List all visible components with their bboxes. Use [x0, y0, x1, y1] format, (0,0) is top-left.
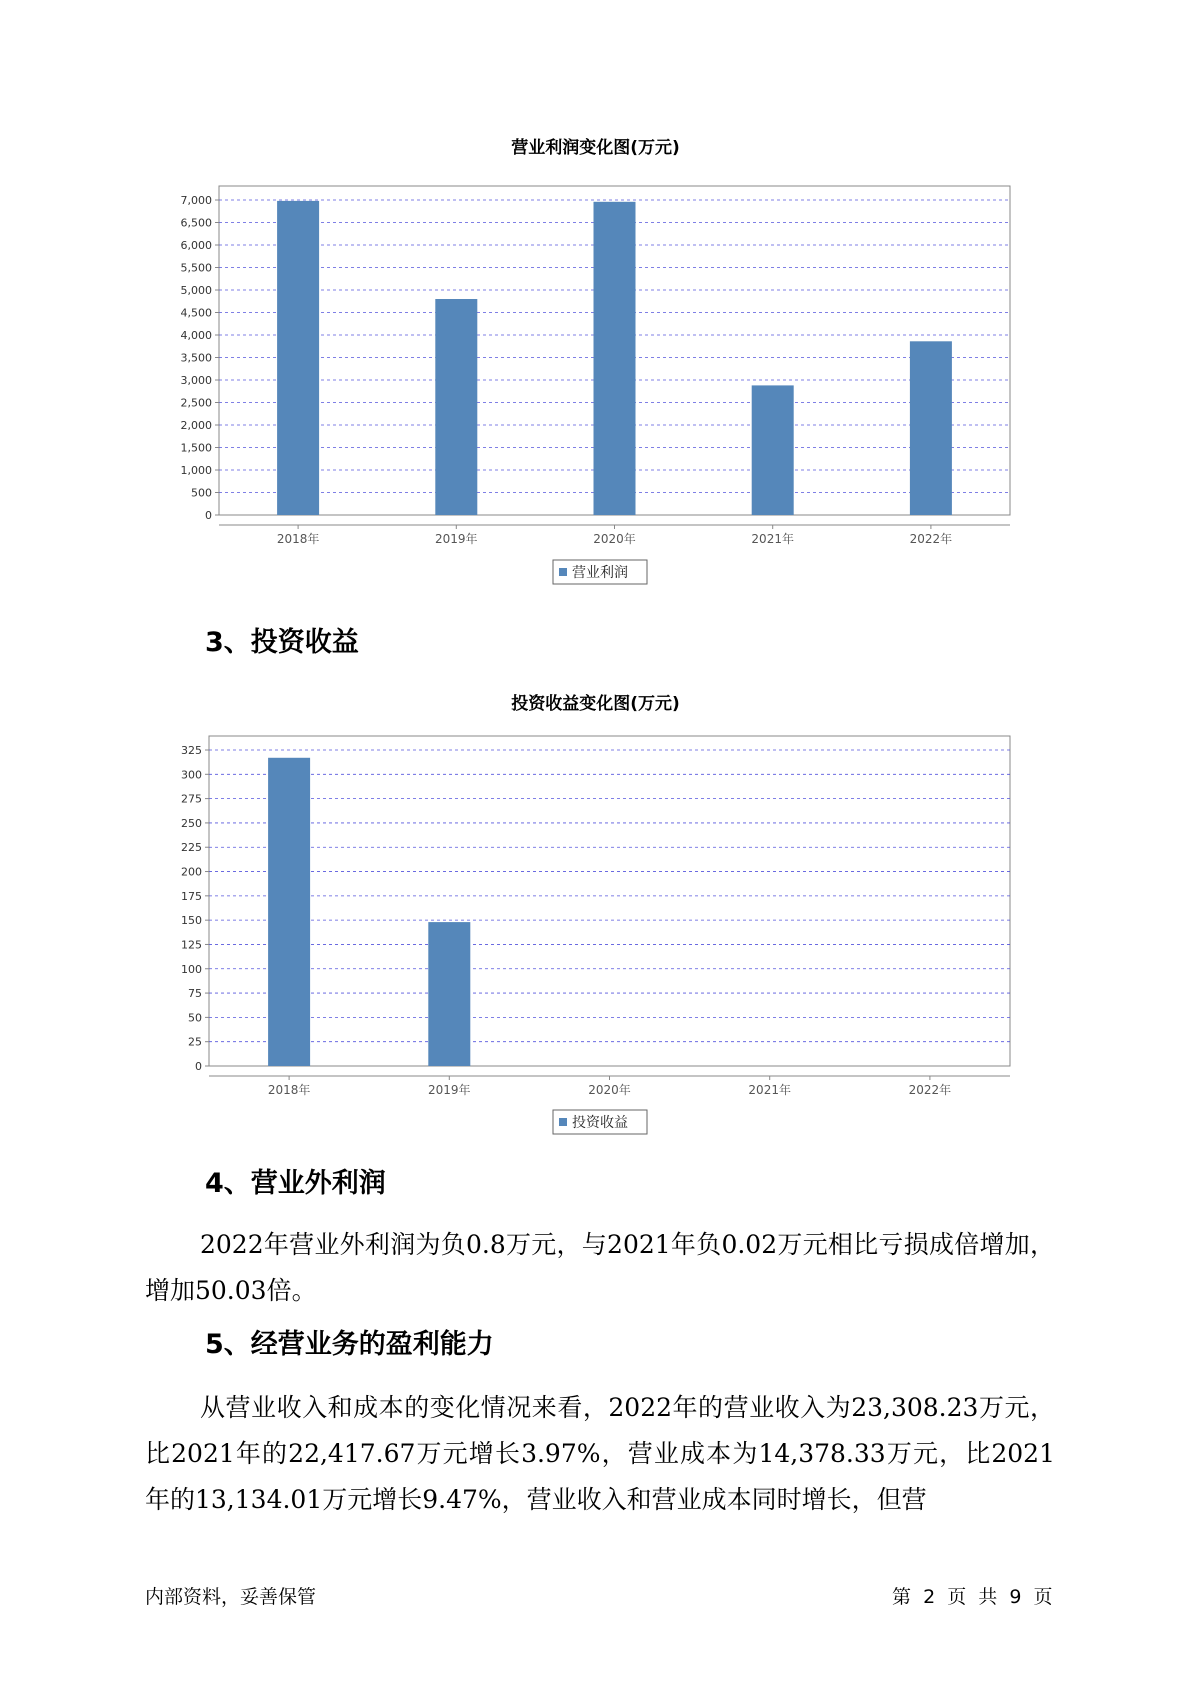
- legend-label: 投资收益: [572, 1115, 628, 1131]
- x-tick-label: 2018年: [276, 532, 320, 546]
- y-tick-label: 3,000: [180, 374, 212, 387]
- x-tick-label: 2019年: [428, 1083, 471, 1097]
- y-tick-label: 300: [181, 768, 202, 782]
- y-tick-label: 5,500: [180, 261, 212, 275]
- y-tick-label: 325: [181, 744, 202, 757]
- y-tick-label: 2,500: [180, 396, 212, 410]
- y-tick-label: 5,000: [180, 284, 212, 297]
- y-tick-label: 25: [188, 1035, 202, 1049]
- y-tick-label: 1,000: [180, 464, 212, 477]
- y-tick-label: 150: [181, 914, 202, 928]
- footer-confidential: 内部资料，妥善保管: [145, 1586, 317, 1608]
- legend: [553, 560, 647, 584]
- heading-non-operating-profit: 4、营业外利润: [205, 1168, 386, 1199]
- bar-2022年: [910, 341, 952, 515]
- investment-income-chart: [0, 720, 1191, 1140]
- page-total: 9: [1009, 1586, 1022, 1608]
- y-tick-label: 250: [181, 816, 202, 830]
- x-tick-label: 2021年: [751, 532, 794, 546]
- bar-2019年: [435, 299, 477, 515]
- x-tick-label: 2020年: [588, 1083, 631, 1097]
- bar-2018年: [268, 758, 310, 1066]
- x-tick-label: 2019年: [435, 532, 478, 546]
- x-tick-label: 2021年: [748, 1083, 791, 1097]
- y-tick-label: 75: [188, 987, 202, 1001]
- y-tick-label: 125: [181, 938, 202, 952]
- page-current: 2: [923, 1586, 936, 1608]
- page-prefix: 第: [892, 1586, 912, 1608]
- page-mid: 页 共: [947, 1586, 998, 1608]
- y-tick-label: 0: [195, 1060, 202, 1073]
- y-tick-label: 1,500: [180, 441, 212, 455]
- x-tick-label: 2020年: [593, 532, 636, 546]
- y-tick-label: 4,500: [180, 306, 212, 320]
- legend-swatch: [559, 1118, 567, 1126]
- y-tick-label: 6,000: [180, 239, 212, 252]
- page-suffix: 页: [1033, 1586, 1053, 1608]
- operating-profit-chart: [0, 170, 1191, 610]
- y-tick-label: 4,000: [180, 329, 212, 342]
- bar-2020年: [594, 202, 636, 515]
- chart-title-investment-income: 投资收益变化图(万元): [511, 694, 680, 714]
- y-tick-label: 225: [181, 841, 202, 855]
- y-tick-label: 7,000: [180, 194, 212, 207]
- legend-swatch: [559, 568, 567, 576]
- legend: [553, 1110, 647, 1134]
- chart-title-operating-profit: 营业利润变化图(万元): [511, 138, 680, 158]
- y-tick-label: 3,500: [180, 351, 212, 365]
- y-tick-label: 0: [205, 509, 212, 522]
- bar-2019年: [428, 922, 470, 1066]
- y-tick-label: 275: [181, 792, 202, 806]
- y-tick-label: 100: [181, 962, 202, 976]
- plot-area: [209, 736, 1010, 1066]
- y-tick-label: 6,500: [180, 216, 212, 230]
- legend-label: 营业利润: [572, 565, 628, 581]
- heading-profitability: 5、经营业务的盈利能力: [205, 1329, 494, 1360]
- x-tick-label: 2022年: [909, 532, 953, 546]
- bar-2021年: [752, 385, 794, 515]
- paragraph-non-operating-profit: 2022年营业外利润为负0.8万元，与2021年负0.02万元相比亏损成倍增加，增加50.03倍。: [145, 1230, 1055, 1305]
- y-tick-label: 200: [181, 865, 202, 879]
- x-tick-label: 2018年: [267, 1083, 311, 1097]
- y-tick-label: 2,000: [180, 419, 212, 432]
- x-tick-label: 2022年: [908, 1083, 952, 1097]
- bar-2018年: [277, 201, 319, 515]
- y-tick-label: 50: [188, 1011, 202, 1025]
- heading-investment-income: 3、投资收益: [205, 627, 359, 658]
- footer-page-number: [892, 1582, 1053, 1609]
- paragraph-profitability: 从营业收入和成本的变化情况来看，2022年的营业收入为23,308.23万元，比2021年的22,417.67万元增长3.97%，营业成本为14,378.33万元，比2021年的13,134.01万元增长9.47%，营业收入和营业成本同时增长，但营: [145, 1393, 1055, 1514]
- y-tick-label: 500: [191, 486, 212, 500]
- y-tick-label: 175: [181, 889, 202, 903]
